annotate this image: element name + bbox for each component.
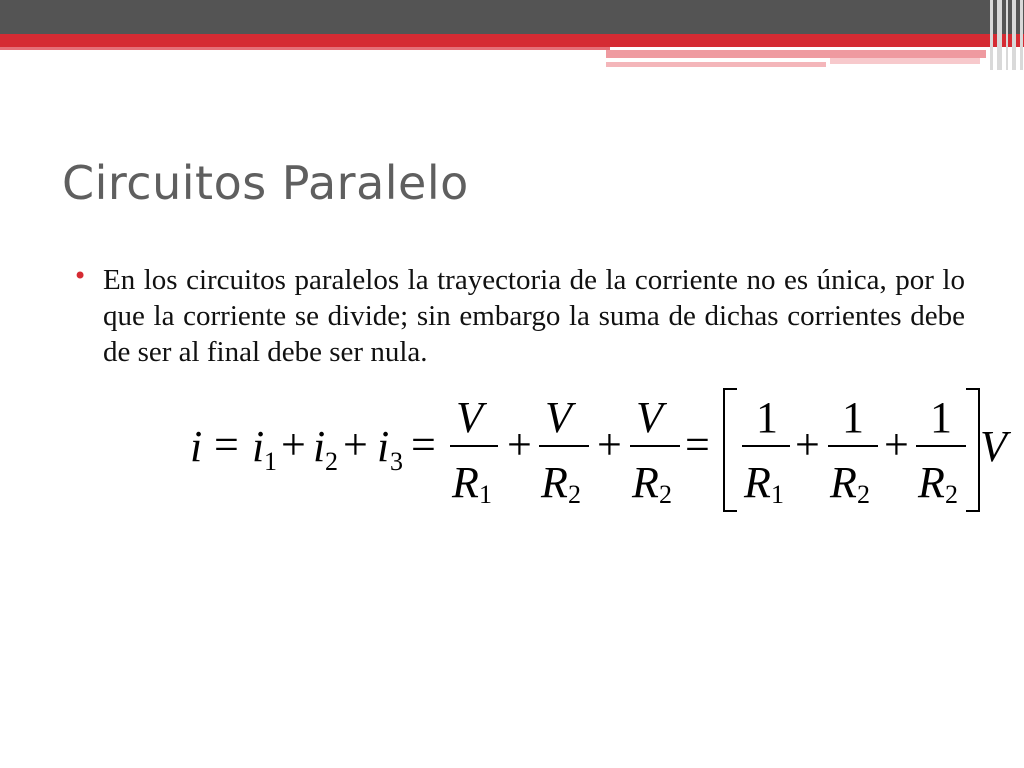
eq-plus: + xyxy=(281,420,306,469)
eq-i1-sub: 1 xyxy=(264,447,277,476)
header-dark-band xyxy=(0,0,1024,34)
eq-one: 1 xyxy=(756,393,778,442)
eq-i1: i xyxy=(252,422,265,471)
eq-one: 1 xyxy=(930,393,952,442)
eq-R-sub: 2 xyxy=(945,480,958,509)
fraction-bar xyxy=(828,445,878,447)
eq-R: R xyxy=(452,458,479,507)
eq-V: V xyxy=(545,393,572,442)
eq-one: 1 xyxy=(842,393,864,442)
eq-R-sub: 1 xyxy=(479,480,492,509)
eq-equals: = xyxy=(685,420,710,469)
header-red-line xyxy=(0,47,610,50)
eq-i2-sub: 2 xyxy=(325,447,338,476)
eq-equals: = xyxy=(214,420,239,469)
eq-R-sub: 1 xyxy=(771,480,784,509)
fraction-bar xyxy=(539,445,589,447)
left-bracket xyxy=(723,388,737,512)
header-pink-line-short xyxy=(830,58,980,64)
eq-plus: + xyxy=(507,420,532,469)
eq-i3: i xyxy=(377,422,390,471)
fraction-bar xyxy=(742,445,790,447)
right-bracket xyxy=(966,388,980,512)
eq-V: V xyxy=(456,393,483,442)
bullet-text: En los circuitos paralelos la trayectoria de la corriente no es única, por lo que la corriente se divide; sin embargo la suma de dichas corrientes debe de ser al final debe ser nula. xyxy=(103,264,965,368)
eq-V: V xyxy=(636,393,663,442)
eq-R-sub: 2 xyxy=(857,480,870,509)
eq-i2: i xyxy=(313,422,326,471)
eq-R: R xyxy=(744,458,771,507)
eq-R: R xyxy=(918,458,945,507)
eq-R: R xyxy=(632,458,659,507)
eq-R: R xyxy=(830,458,857,507)
eq-V: V xyxy=(980,422,1007,471)
fraction-bar xyxy=(450,445,498,447)
header-pink-line xyxy=(606,62,826,67)
fraction-bar xyxy=(916,445,966,447)
header-pink-band xyxy=(606,50,986,58)
header-stripes xyxy=(988,0,1024,70)
bullet-dot: • xyxy=(73,262,88,290)
eq-R: R xyxy=(541,458,568,507)
eq-plus: + xyxy=(597,420,622,469)
header-red-band xyxy=(0,34,1024,47)
eq-R-sub: 2 xyxy=(659,480,672,509)
eq-plus: + xyxy=(343,420,368,469)
fraction-bar xyxy=(630,445,680,447)
eq-plus: + xyxy=(795,420,820,469)
eq-equals: = xyxy=(411,420,436,469)
slide-title: Circuitos Paralelo xyxy=(62,156,469,210)
eq-R-sub: 2 xyxy=(568,480,581,509)
eq-i: i xyxy=(190,422,203,471)
eq-plus: + xyxy=(884,420,909,469)
eq-i3-sub: 3 xyxy=(390,447,403,476)
